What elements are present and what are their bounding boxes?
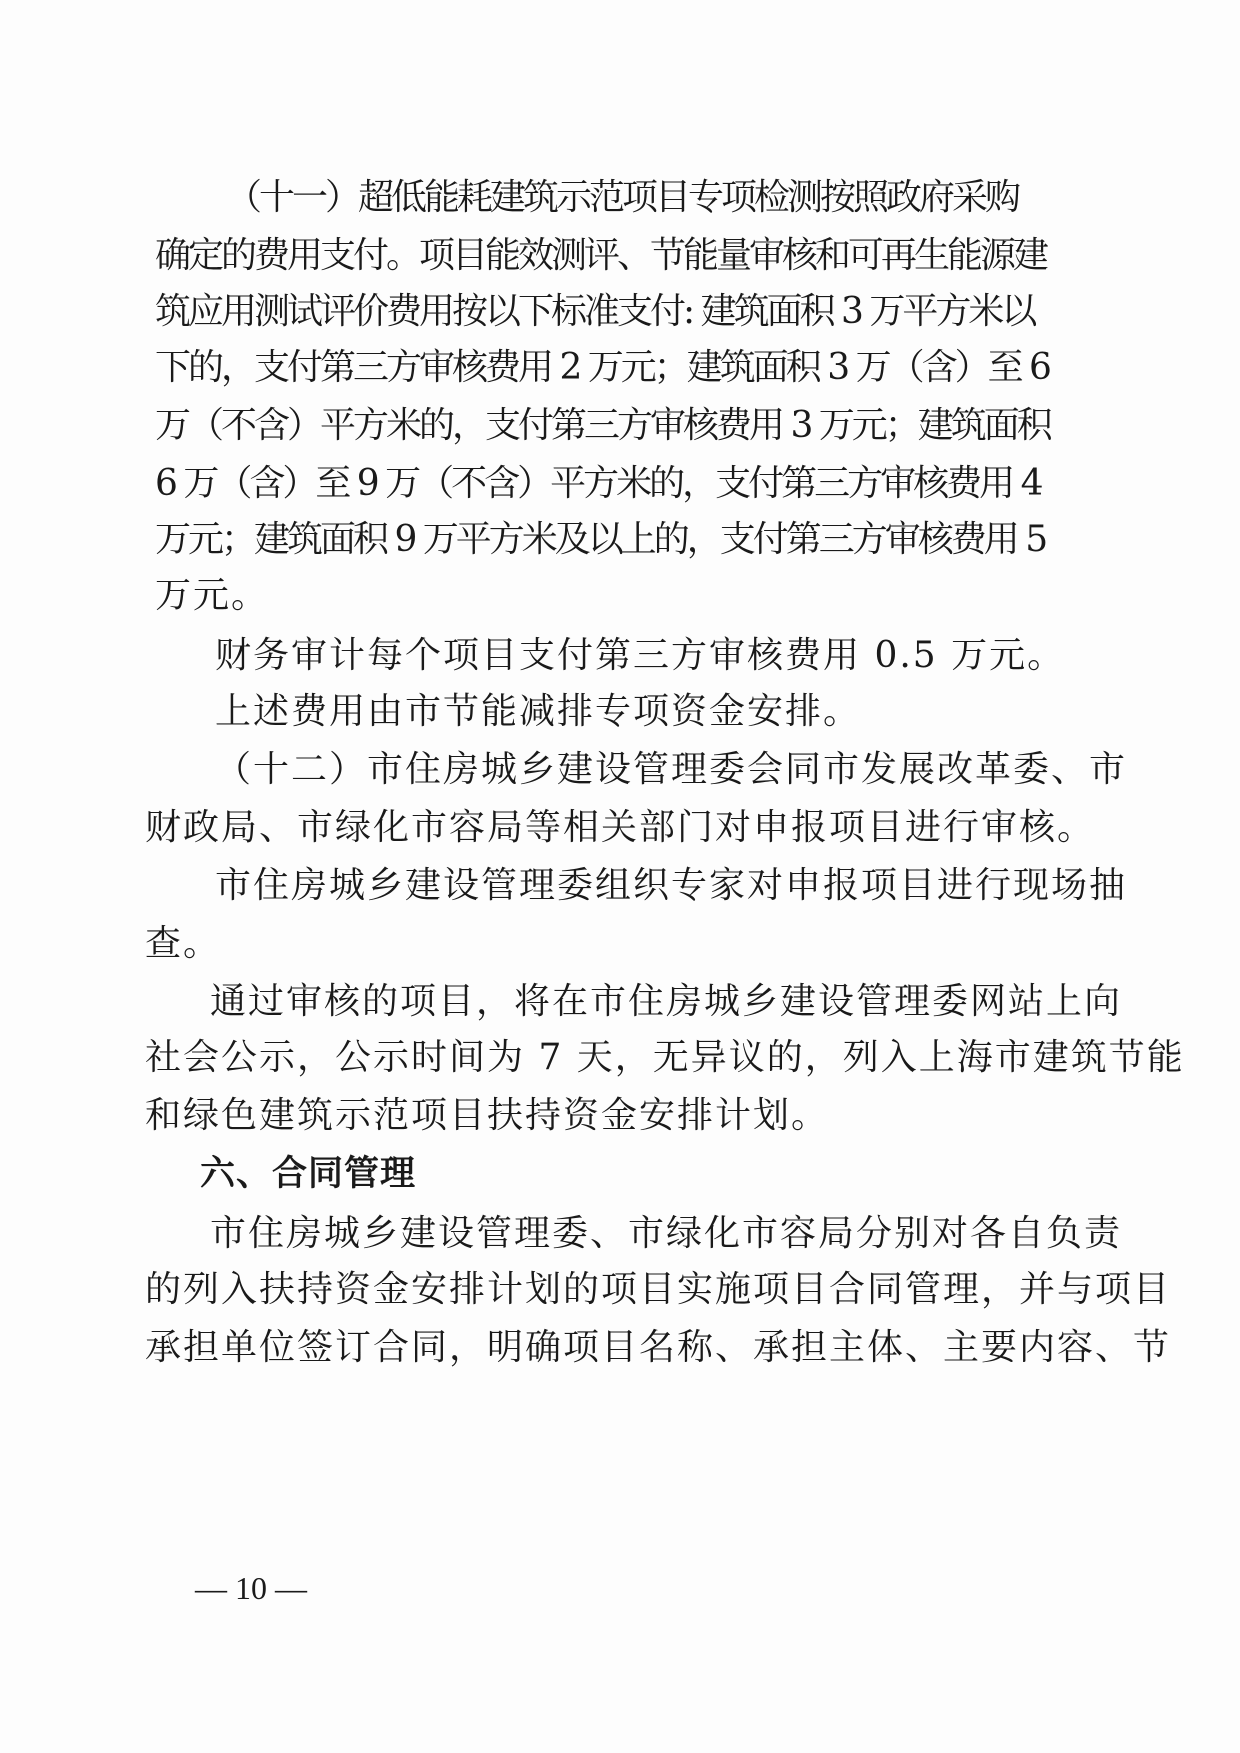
text-line: 财政局、市绿化市容局等相关部门对申报项目进行审核。 [145,807,1096,848]
page-number: — 10 — [195,1570,307,1606]
text-line: 社会公示，公示时间为 7 天，无异议的，列入上海市建筑节能 [145,1037,1185,1078]
text-line: 通过审核的项目，将在市住房城乡建设管理委网站上向 [210,981,1123,1022]
text-line: 上述费用由市节能减排专项资金安排。 [215,691,862,732]
text-line: 筑应用测试评价费用按以下标准支付: 建筑面积 3 万平方米以 [155,291,1035,332]
text-line: 查。 [145,923,222,964]
text-line: 和绿色建筑示范项目扶持资金安排计划。 [145,1095,830,1136]
text-line: （十一）超低能耗建筑示范项目专项检测按照政府采购 [226,177,1019,218]
text-line: 承担单位签订合同，明确项目名称、承担主体、主要内容、节 [145,1327,1172,1368]
text-line: 6 万（含）至 9 万（不含）平方米的，支付第三方审核费用 4 [155,463,1041,504]
text-line: 市住房城乡建设管理委组织专家对申报项目进行现场抽 [215,865,1128,906]
text-line: 市住房城乡建设管理委、市绿化市容局分别对各自负责 [210,1213,1123,1254]
text-line: 万元；建筑面积 9 万平方米及以上的，支付第三方审核费用 5 [155,519,1046,560]
text-line: 万（不含）平方米的，支付第三方审核费用 3 万元；建筑面积 [155,405,1050,446]
text-line: 的列入扶持资金安排计划的项目实施项目合同管理，并与项目 [145,1269,1172,1310]
section-heading: 六、合同管理 [200,1154,417,1194]
text-line: 确定的费用支付。项目能效测评、节能量审核和可再生能源建 [155,235,1047,276]
text-line: 下的，支付第三方审核费用 2 万元；建筑面积 3 万（含）至 6 [155,347,1049,388]
text-line: 万元。 [155,575,270,616]
text-line: 财务审计每个项目支付第三方审核费用 0.5 万元。 [215,635,1066,676]
text-line: （十二）市住房城乡建设管理委会同市发展改革委、市 [215,749,1128,790]
